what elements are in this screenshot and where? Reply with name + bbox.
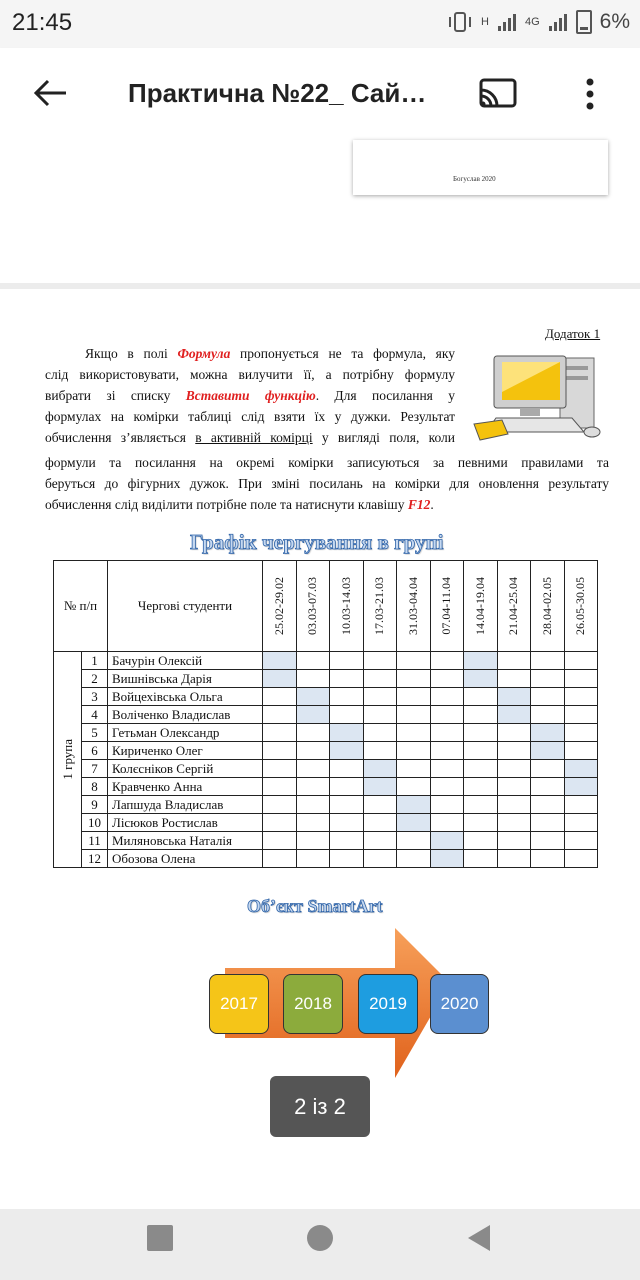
duty-cell [397, 724, 431, 742]
duty-cell [330, 688, 364, 706]
paragraph-line: беруться до фігурних дужок. При зміні посилань на комірки для оновлення результату [45, 476, 609, 491]
duty-cell [363, 742, 397, 760]
duty-cell [464, 742, 498, 760]
column-header-students: Чергові студенти [108, 561, 263, 652]
duty-cell [397, 760, 431, 778]
column-header-date: 14.04-19.04 [464, 561, 498, 652]
duty-cell [363, 814, 397, 832]
column-header-date: 03.03-07.03 [296, 561, 330, 652]
duty-cell [430, 670, 464, 688]
table-row [54, 652, 598, 670]
row-number: 8 [82, 778, 108, 796]
table-row [54, 760, 598, 778]
duty-cell [430, 814, 464, 832]
duty-cell [263, 724, 297, 742]
duty-cell [263, 742, 297, 760]
document-title: Практична №22_ Сай… [128, 78, 427, 108]
duty-cell [464, 796, 498, 814]
signal-icon [497, 13, 517, 31]
duty-cell [430, 742, 464, 760]
paragraph-1 [45, 343, 455, 448]
duty-cell [397, 832, 431, 850]
duty-cell [330, 742, 364, 760]
duty-cell [497, 724, 531, 742]
paragraph-line: обчислення з’являється в активній комірці у вигляді поля, коли [45, 430, 455, 445]
duty-cell [296, 850, 330, 868]
duty-cell [430, 760, 464, 778]
more-options-icon[interactable] [578, 76, 602, 112]
duty-cell [430, 652, 464, 670]
student-name: Обозова Олена [108, 850, 263, 868]
column-header-date: 17.03-21.03 [363, 561, 397, 652]
thumbnail-footer: Богуслав 2020 [453, 175, 496, 183]
paragraph-line: обчислення слід виділити потрібне поле та натиснути клавішу F12. [45, 497, 434, 512]
table-row [54, 832, 598, 850]
duty-cell [564, 850, 598, 868]
year-box-2019: 2019 [358, 974, 418, 1034]
duty-cell [330, 760, 364, 778]
paragraph-line: формулах на комірки таблиці слід взяти їх у дужки. Результат [45, 409, 455, 424]
duty-cell [564, 742, 598, 760]
row-number: 10 [82, 814, 108, 832]
duty-cell [397, 688, 431, 706]
duty-cell [363, 832, 397, 850]
paragraph-line: слід використовувати, можна вилучити її, а потрібну формулу [45, 367, 455, 382]
duty-cell [363, 652, 397, 670]
student-name: Миляновська Наталія [108, 832, 263, 850]
cast-icon[interactable] [478, 76, 518, 112]
student-name: Колєсніков Сергій [108, 760, 263, 778]
duty-cell [397, 850, 431, 868]
row-number: 3 [82, 688, 108, 706]
duty-cell [296, 778, 330, 796]
row-number: 2 [82, 670, 108, 688]
column-header-date: 31.03-04.04 [397, 561, 431, 652]
network-type: H [481, 16, 489, 28]
table-row [54, 670, 598, 688]
duty-cell [263, 706, 297, 724]
duty-cell [296, 832, 330, 850]
duty-cell [363, 688, 397, 706]
duty-cell [564, 670, 598, 688]
duty-cell [497, 832, 531, 850]
computer-illustration [472, 352, 612, 444]
duty-cell [363, 796, 397, 814]
status-time: 21:45 [12, 9, 73, 36]
duty-cell [397, 796, 431, 814]
student-name: Вишнівська Дарія [108, 670, 263, 688]
embedded-page-thumbnail [353, 140, 608, 195]
duty-cell [497, 778, 531, 796]
duty-cell [263, 796, 297, 814]
duty-cell [330, 706, 364, 724]
duty-cell [296, 688, 330, 706]
system-nav-bar [0, 1209, 640, 1280]
row-number: 9 [82, 796, 108, 814]
duty-cell [296, 706, 330, 724]
duty-cell [497, 688, 531, 706]
student-name: Гетьман Олександр [108, 724, 263, 742]
duty-cell [330, 832, 364, 850]
duty-cell [531, 814, 565, 832]
column-header-date: 10.03-14.03 [330, 561, 364, 652]
duty-cell [330, 814, 364, 832]
table-row [54, 742, 598, 760]
duty-cell [330, 652, 364, 670]
duty-cell [430, 706, 464, 724]
duty-cell [497, 850, 531, 868]
duty-cell [263, 850, 297, 868]
student-name: Кириченко Олег [108, 742, 263, 760]
duty-cell [263, 688, 297, 706]
home-icon[interactable] [307, 1225, 333, 1251]
duty-cell [397, 652, 431, 670]
paragraph-line: вибрати зі списку Вставити функцію. Для посилання у [45, 388, 456, 403]
student-name: Лісюков Ростислав [108, 814, 263, 832]
app-bar [0, 48, 640, 140]
duty-cell [531, 652, 565, 670]
page-indicator: 2 із 2 [270, 1076, 370, 1137]
duty-cell [531, 778, 565, 796]
duty-cell [531, 850, 565, 868]
duty-cell [263, 670, 297, 688]
status-icons [447, 10, 630, 34]
duty-cell [564, 760, 598, 778]
paragraph-line: Якщо в полі Формула пропонується не та формула, яку [85, 346, 455, 361]
duty-cell [263, 652, 297, 670]
duty-cell [531, 796, 565, 814]
paragraph-2 [45, 452, 609, 515]
duty-cell [497, 706, 531, 724]
status-bar [0, 0, 640, 48]
duty-cell [397, 670, 431, 688]
duty-cell [363, 850, 397, 868]
duty-cell [430, 688, 464, 706]
student-name: Кравченко Анна [108, 778, 263, 796]
column-header-date: 21.04-25.04 [497, 561, 531, 652]
duty-cell [263, 832, 297, 850]
smartart-title: Об’єкт SmartArt [247, 896, 383, 916]
duty-cell [464, 652, 498, 670]
smartart-timeline [205, 928, 490, 1078]
row-number: 7 [82, 760, 108, 778]
duty-cell [363, 778, 397, 796]
year-box-2018: 2018 [283, 974, 343, 1034]
vibrate-icon [447, 12, 473, 32]
table-row [54, 706, 598, 724]
duty-cell [497, 796, 531, 814]
duty-cell [564, 724, 598, 742]
row-number: 12 [82, 850, 108, 868]
signal-icon-2 [548, 13, 568, 31]
schedule-title: Графік чергування в групі [190, 530, 444, 554]
duty-cell [464, 724, 498, 742]
duty-cell [397, 742, 431, 760]
duty-cell [263, 760, 297, 778]
battery-percent: 6% [599, 10, 630, 33]
table-row [54, 814, 598, 832]
column-header-date: 25.02-29.02 [263, 561, 297, 652]
table-row [54, 778, 598, 796]
column-header-date: 26.05-30.05 [564, 561, 598, 652]
duty-cell [263, 814, 297, 832]
duty-cell [296, 670, 330, 688]
addendum-label: Додаток 1 [545, 326, 601, 341]
duty-cell [464, 706, 498, 724]
duty-cell [497, 760, 531, 778]
duty-cell [531, 688, 565, 706]
duty-cell [430, 724, 464, 742]
recent-apps-icon[interactable] [147, 1225, 173, 1251]
duty-cell [497, 652, 531, 670]
nav-back-icon[interactable] [466, 1223, 492, 1253]
duty-cell [296, 796, 330, 814]
column-header-date: 28.04-02.05 [531, 561, 565, 652]
duty-cell [531, 760, 565, 778]
student-name: Войцехівська Ольга [108, 688, 263, 706]
duty-cell [296, 742, 330, 760]
duty-cell [263, 778, 297, 796]
duty-cell [464, 850, 498, 868]
duty-cell [430, 832, 464, 850]
row-number: 1 [82, 652, 108, 670]
duty-cell [497, 670, 531, 688]
back-arrow-icon[interactable] [30, 72, 72, 114]
duty-cell [564, 688, 598, 706]
row-number: 5 [82, 724, 108, 742]
student-name: Лапшуда Владислав [108, 796, 263, 814]
paragraph-line: формули та посилання на окремі комірки записуються за певними правилами та [45, 455, 609, 470]
table-row [54, 724, 598, 742]
duty-cell [397, 706, 431, 724]
column-header-number: № п/п [54, 561, 108, 652]
duty-cell [296, 760, 330, 778]
duty-cell [430, 778, 464, 796]
duty-cell [397, 778, 431, 796]
duty-cell [464, 814, 498, 832]
student-name: Воліченко Владислав [108, 706, 263, 724]
duty-cell [464, 670, 498, 688]
year-box-2017: 2017 [209, 974, 269, 1034]
duty-cell [464, 760, 498, 778]
duty-schedule-table [53, 560, 598, 868]
duty-cell [531, 670, 565, 688]
duty-cell [330, 778, 364, 796]
duty-cell [564, 778, 598, 796]
duty-cell [564, 814, 598, 832]
duty-cell [464, 688, 498, 706]
duty-cell [497, 742, 531, 760]
duty-cell [564, 796, 598, 814]
duty-cell [430, 796, 464, 814]
duty-cell [564, 832, 598, 850]
duty-cell [363, 670, 397, 688]
duty-cell [397, 814, 431, 832]
duty-cell [531, 742, 565, 760]
duty-cell [296, 724, 330, 742]
row-number: 4 [82, 706, 108, 724]
duty-cell [531, 706, 565, 724]
duty-cell [564, 706, 598, 724]
duty-cell [531, 724, 565, 742]
duty-cell [497, 814, 531, 832]
duty-cell [330, 796, 364, 814]
row-number: 6 [82, 742, 108, 760]
student-name: Бачурін Олексій [108, 652, 263, 670]
duty-cell [363, 706, 397, 724]
duty-cell [564, 652, 598, 670]
table-row [54, 796, 598, 814]
table-row [54, 850, 598, 868]
duty-cell [464, 832, 498, 850]
duty-cell [330, 724, 364, 742]
table-row [54, 688, 598, 706]
network-type-2: 4G [524, 16, 540, 28]
duty-cell [363, 724, 397, 742]
column-header-date: 07.04-11.04 [430, 561, 464, 652]
duty-cell [330, 670, 364, 688]
duty-cell [464, 778, 498, 796]
duty-cell [330, 850, 364, 868]
duty-cell [430, 850, 464, 868]
group-label: 1 група [54, 652, 82, 868]
row-number: 11 [82, 832, 108, 850]
battery-icon [576, 10, 592, 34]
duty-cell [296, 814, 330, 832]
duty-cell [531, 832, 565, 850]
year-box-2020: 2020 [430, 974, 489, 1034]
duty-cell [296, 652, 330, 670]
duty-cell [363, 760, 397, 778]
